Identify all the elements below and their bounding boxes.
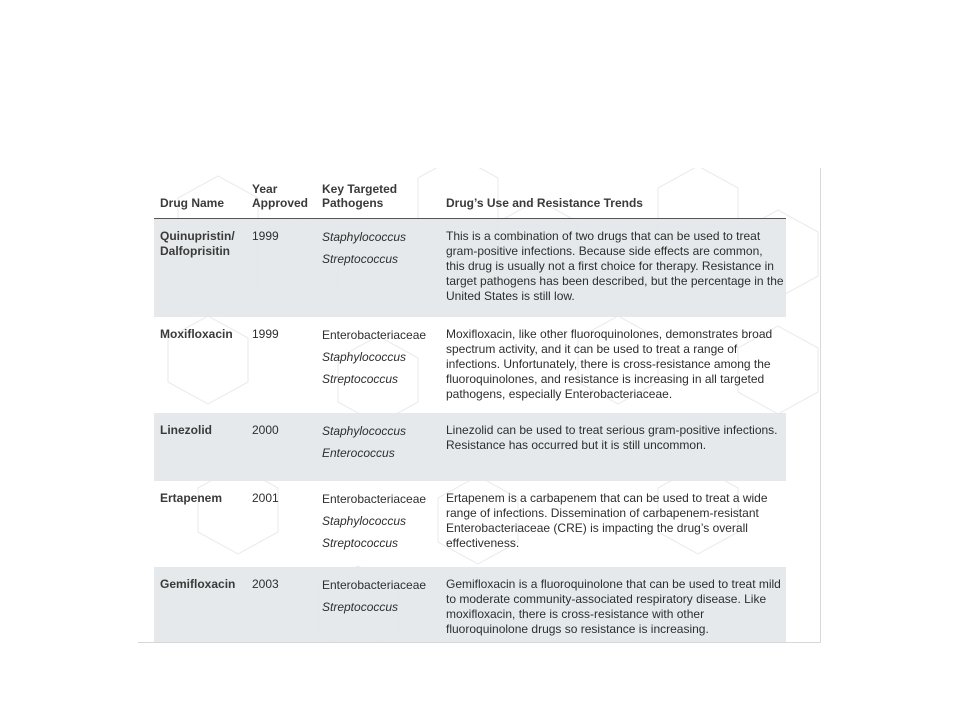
year-cell: 2000 — [246, 413, 316, 481]
drug-name-cell: Ertapenem — [160, 490, 223, 505]
description-cell: Gemifloxacin is a fluoroquinolone that can be used to treat mild to moderate community-associated respiratory disease. Like moxifloxacin, there is cross-resistance with other fluoroquinolone drugs so resistance is increasing. — [440, 567, 786, 644]
description-cell: This is a combination of two drugs that can be used to treat gram-positive infections. Because side effects are common, this drug is usually not a first choice for therapy. Resistance in target pathogens has been described, but the percentage in the United States is still low. — [440, 218, 786, 317]
description-cell: Linezolid can be used to treat serious gram-positive infections. Resistance has occurred but it is still uncommon. — [440, 413, 786, 481]
drug-resistance-table — [154, 174, 786, 643]
drug-name-cell: Linezolid — [154, 413, 246, 481]
description-cell: Moxifloxacin, like other fluoroquinolones, demonstrates broad spectrum activity, and it can be used to treat a range of infections. Unfortunately, there is cross-resistance among the fluoroquinolones, and resistance is increasing in all targeted pathogens, especially Enterobacteriaceae. — [446, 326, 773, 401]
header-year-approved: Year Approved — [246, 174, 316, 218]
table-row — [154, 413, 786, 481]
drug-name-cell: Quinupristin/ Dalfoprisitin — [154, 218, 246, 317]
pathogen-item: Streptococcus — [322, 251, 399, 266]
drug-name-cell: Moxifloxacin — [160, 326, 233, 341]
drug-name-cell: Gemifloxacin — [154, 567, 246, 644]
year-cell: 2001 — [252, 490, 279, 505]
table-row — [154, 567, 786, 644]
header-use-resistance-trends: Drug’s Use and Resistance Trends — [440, 174, 786, 218]
pathogen-item: Staphylococcus — [322, 423, 407, 438]
pathogen-item: Staphylococcus — [322, 229, 407, 244]
year-cell: 1999 — [246, 218, 316, 317]
pathogen-item: Streptococcus — [322, 599, 399, 614]
year-cell: 2003 — [246, 567, 316, 644]
table-row — [154, 218, 786, 317]
pathogens-cell — [316, 413, 440, 481]
pathogens-cell — [316, 481, 440, 567]
pathogen-item: Enterobacteriaceae — [322, 577, 427, 592]
pathogens-cell — [316, 218, 440, 317]
pathogen-item: Staphylococcus — [322, 513, 407, 528]
header-drug-name: Drug Name — [154, 174, 246, 218]
pathogens-cell — [316, 567, 440, 644]
pathogen-item: Streptococcus — [322, 371, 399, 386]
header-key-targeted-pathogens: Key Targeted Pathogens — [316, 174, 440, 218]
pathogens-cell — [316, 317, 440, 413]
pathogen-item: Enterococcus — [322, 445, 395, 460]
table-header-row — [154, 174, 786, 218]
year-cell: 1999 — [252, 326, 279, 341]
pathogen-item: Staphylococcus — [322, 349, 407, 364]
table-row — [154, 317, 786, 413]
description-cell: Ertapenem is a carbapenem that can be used to treat a wide range of infections. Dissemination of carbapenem-resistant Enterobacteriaceae (CRE) is impacting the drug’s overall effectiveness. — [446, 490, 768, 550]
table-row — [154, 481, 786, 567]
drug-table-figure — [138, 168, 821, 643]
pathogen-item: Streptococcus — [322, 535, 399, 550]
pathogen-item: Enterobacteriaceae — [322, 491, 427, 506]
pathogen-item: Enterobacteriaceae — [322, 327, 427, 342]
